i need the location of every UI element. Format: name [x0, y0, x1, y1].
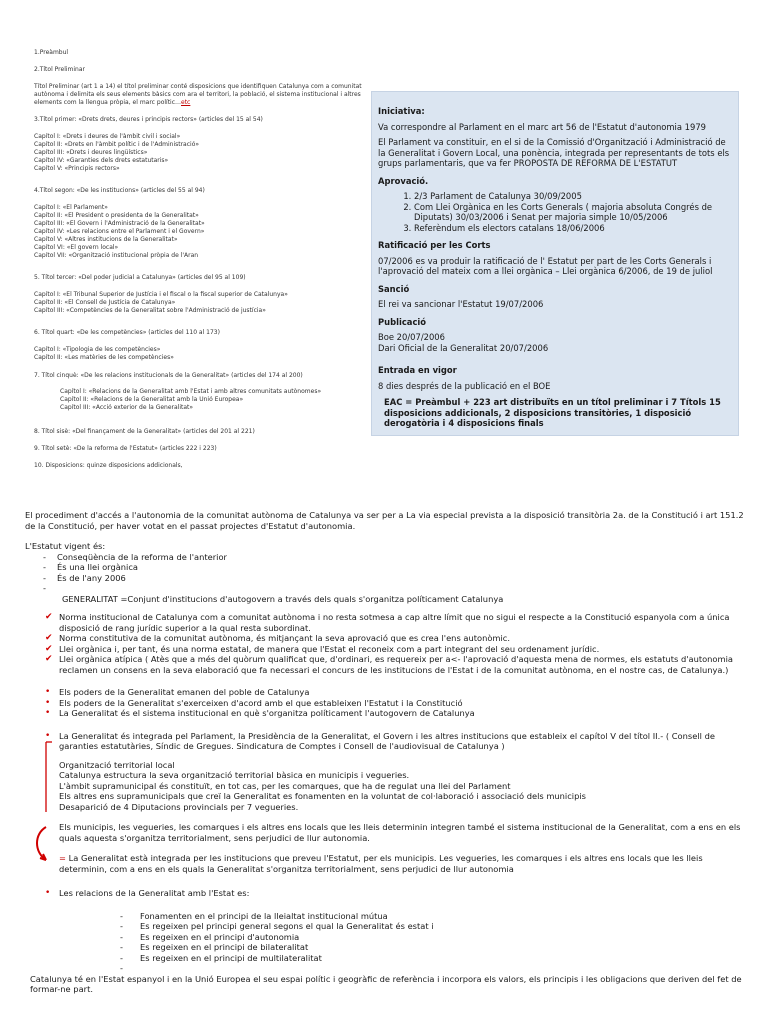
checkmark-icon: ✔: [45, 654, 53, 664]
check-list: [25, 612, 747, 675]
checkmark-icon: ✔: [45, 633, 53, 643]
list-item: - Es regeixen en el principi de multilateralitat: [120, 952, 322, 963]
section-heading: Ratificació per les Corts: [378, 240, 491, 250]
relacions-item: [25, 888, 747, 899]
outline-item: Capítol VI: «El govern local»: [34, 244, 119, 251]
outline-item: Títol Preliminar (art 1 a 14) el títol preliminar conté disposicions que identifiquen Catalunya com a comunitat: [34, 83, 362, 90]
integrada-text: La Generalitat és integrada pel Parlament, la Presidència de la Generalitat, el Govern i les altres institucions que estableix el capítol V del títol II.- ( Consell de garanties estatutàries, Síndic de Gregues. Sindicatura de Comptes i Consell de l'audiovisual de Catalunya ): [59, 730, 715, 751]
outline-item: Capítol III: «El Govern i l'Administració de la Generalitat»: [34, 220, 205, 227]
list-item: - Es regeixen en el principi de bilateralitat: [120, 942, 309, 952]
bullet-icon: •: [45, 708, 51, 718]
paragraph: Va correspondre al Parlament en el marc art 56 de l'Estatut d'autonomia 1979: [378, 121, 706, 132]
bullet-icon: •: [45, 730, 51, 741]
bullet-icon: •: [45, 697, 51, 708]
text-line: Els altres ens supramunicipals que creï la Generalitat es fonamenten en la voluntat de col·laboració i associació dels municipis: [59, 791, 587, 801]
list-item: - Fonamenten en el principi de la lleialtat institucional mútua: [120, 910, 388, 921]
check-item: ✔ Llei orgànica i, per tant, és una norma estatal, de manera que l'Estat el reconeix com a part integrant del seu ordenament jurídic.: [45, 643, 600, 654]
section-heading: Iniciativa:: [378, 106, 425, 116]
outline-item: 7. Títol cinquè: «De les relacions institucionals de la Generalitat» (articles del 174 al 200): [34, 372, 303, 379]
outline-item: Capítol III: «Drets i deures lingüístics»: [34, 149, 148, 156]
integrada-item: [25, 731, 747, 752]
relacions-heading: Les relacions de la Generalitat amb l'Estat es:: [59, 888, 250, 898]
eac-summary: EAC = Preàmbul + 223 art distribuïts en un títol preliminar i 7 Títols 15 disposicions addicionals, 2 disposicions transitòries, 1 disposició derogatòria i 4 disposicions finals: [384, 397, 721, 428]
checkmark-icon: ✔: [45, 612, 53, 622]
text-line: Catalunya estructura la seva organització territorial bàsica en municipis i vegueries.: [59, 770, 410, 780]
paragraph: Boe 20/07/2006: [378, 332, 445, 342]
curved-arrow-icon: [32, 824, 56, 866]
organitzacio-block: [25, 760, 747, 813]
main-body: [25, 510, 747, 995]
outline-item: Capítol VII: «Organització institucional pròpia de l'Aran: [34, 252, 199, 259]
outline-item: Capítol V: «Principis rectors»: [34, 165, 120, 172]
bracket-annotation-icon: [40, 740, 62, 820]
section-heading: Entrada en vigor: [378, 365, 457, 375]
outline-item: Capítol I: «Drets i deures de l'àmbit civil i social»: [34, 133, 181, 140]
outline-item: Capítol I: «Tipologia de les competències»: [34, 346, 161, 353]
bullet-item: • Els poders de la Generalitat s'exerceixen d'acord amb el que estableixen l'Estatut i la Constitució: [45, 697, 463, 708]
list-item: - Es regeixen pel principi general segons el qual la Generalitat és estat i: [120, 921, 434, 931]
text-line: L'àmbit supramunicipal és constituït, en tot cas, per les comarques, que ha de regulat una llei del Parlament: [59, 780, 511, 791]
check-item: ✔ Llei orgànica atípica ( Atès que a més del quòrum qualificat que, d'ordinari, es requereix per a<- l'aprovació d'aquesta mena de normes, els estatuts d'autonomia reclamen un consens en la seva elaboració que fa necessari el concurs de les institucions de l'Estat i de la comunitat autònoma, en el nostre cas, de Catalunya.): [45, 654, 733, 675]
structure-outline: [34, 49, 364, 470]
text-line: Desaparició de 4 Diputacions provincials per 7 vegueries.: [59, 801, 299, 812]
list-item: -: [43, 583, 46, 593]
list-item: 2. Com Llei Orgànica en les Corts Generals ( majoria absoluta Congrés de Diputats) 30/03/2006 i Senat per majoria simple 10/05/2006: [414, 202, 732, 223]
list-item: - És de l'any 2006: [43, 572, 126, 583]
outline-item: 2.Títol Preliminar: [34, 66, 85, 73]
outline-item: 4.Títol segon: «De les institucions» (articles del 55 al 94): [34, 187, 205, 194]
outline-item: Capítol III: «Competències de la Generalitat sobre l'Administració de justícia»: [34, 307, 266, 314]
outline-link-etc[interactable]: etc: [181, 99, 191, 106]
paragraph: 07/2006 es va produir la ratificació de l' Estatut per part de les Corts Generals i l'aprovació del mateix com a llei orgànica – Llei orgànica 6/2006, de 19 de juliol: [378, 255, 713, 276]
outline-item: Capítol I: «El Parlament»: [34, 204, 108, 211]
approval-list: [378, 191, 732, 233]
outline-item: 6. Títol quart: «De les competències» (articles del 110 al 173): [34, 329, 220, 336]
section-heading: Sanció: [378, 283, 410, 294]
list-item: 1. 2/3 Parlament de Catalunya 30/09/2005: [414, 191, 732, 202]
vigent-heading: L'Estatut vigent és:: [25, 541, 106, 551]
final-paragraph: Catalunya té en l'Estat espanyol i en la Unió Europea el seu espai polític i geogràfic de referència i incorpora els valors, els principis i les obligacions que deriven del fet de formar-ne part.: [30, 973, 742, 994]
outline-item: 10. Disposicions: quinze disposicions addicionals,: [34, 462, 183, 469]
outline-item: Capítol IV: «Les relacions entre el Parlament i el Govern»: [34, 228, 205, 235]
list-item: - Conseqüència de la reforma de l'anterior: [43, 551, 227, 562]
outline-item: autònoma i delimita els seus elements bàsics com ara el territori, la població, el sistema institucional i altres: [34, 91, 361, 98]
relacions-list: [25, 911, 747, 974]
section-heading: Aprovació.: [378, 175, 429, 186]
outline-item: [34, 99, 364, 107]
equals-paragraph: = La Generalitat està integrada per les institucions que preveu l'Estatut, per els municipis. Les vegueries, les comarques i els altres ens locals que les lleis determinin, com a ens en els quals la Generalitat s'organitza territorialment, sens perjudici de llur autonomia: [59, 853, 703, 874]
paragraph: 8 dies després de la publicació en el BOE: [378, 380, 551, 391]
list-item: -: [120, 963, 123, 973]
equals-mark: =: [59, 853, 66, 863]
bullet-list: [25, 687, 747, 719]
outline-item: Capítol I: «Relacions de la Generalitat amb l'Estat i amb altres comunitats autònomes»: [60, 388, 322, 395]
outline-item: Capítol II: «El President o presidenta de la Generalitat»: [34, 212, 199, 219]
paragraph: Dari Oficial de la Generalitat 20/07/2006: [378, 342, 549, 353]
outline-item: elements com la llengua pròpia, el marc polític…: [34, 99, 182, 106]
process-info-panel: [371, 91, 739, 436]
outline-item: 1.Preàmbul: [34, 49, 69, 56]
outline-item: 5. Títol tercer: «Del poder judicial a Catalunya» (articles del 95 al 109): [34, 274, 246, 281]
list-item: 3. Referèndum els electors catalans 18/06/2006: [414, 223, 732, 234]
outline-item: 9. Títol setè: «De la reforma de l'Estatut» (articles 222 i 223): [34, 445, 217, 452]
outline-item: Capítol II: «El Consell de Justícia de Catalunya»: [34, 299, 176, 306]
organitzacio-heading: Organització territorial local: [59, 759, 175, 770]
outline-item: Capítol II: «Relacions de la Generalitat amb la Unió Europea»: [60, 396, 244, 403]
section-heading: Publicació: [378, 316, 427, 327]
outline-item: Capítol II: «Les matèries de les competències»: [34, 354, 174, 361]
list-item: - Es regeixen en el principi d'autonomia: [120, 931, 300, 942]
bullet-icon: •: [45, 687, 51, 697]
check-item: ✔ Norma constitutiva de la comunitat autònoma, és mitjançant la seva aprovació que es crea l'ens autonòmic.: [45, 633, 510, 643]
vigent-list: [25, 552, 747, 594]
bullet-item: • La Generalitat és el sistema institucional en què s'organitza políticament l'autogovern de Catalunya: [45, 708, 475, 718]
list-item: - És una llei orgànica: [43, 562, 138, 572]
outline-item: Capítol I: «El Tribunal Superior de Justícia i el fiscal o la fiscal superior de Catalunya»: [34, 291, 288, 298]
outline-item: Capítol IV: «Garanties dels drets estatutaris»: [34, 157, 169, 164]
outline-item: Capítol II: «Drets en l'àmbit polític i de l'Administració»: [34, 141, 200, 148]
check-item: ✔ Norma institucional de Catalunya com a comunitat autònoma i no resta sotmesa a cap altre límit que no sigui el respecte a la Constitució espanyola com a única disposició de rang jurídic superior a la qual resta subordinat.: [45, 612, 730, 633]
generalitat-definition: GENERALITAT =Conjunt d'institucions d'autogovern a través dels quals s'organitza políticament Catalunya: [62, 593, 504, 604]
bullet-icon: •: [45, 888, 51, 898]
checkmark-icon: ✔: [45, 643, 53, 654]
outline-item: 8. Títol sisè: «Del finançament de la Generalitat» (articles del 201 al 221): [34, 428, 255, 435]
outline-item: 3.Títol primer: «Drets drets, deures i principis rectors» (articles del 15 al 54): [34, 116, 263, 123]
outline-item: Capítol III: «Acció exterior de la Generalitat»: [60, 404, 194, 411]
municipis-paragraph: Els municipis, les vegueries, les comarques i els altres ens locals que les lleis determinin integren també el sistema institucional de la Generalitat, com a ens en els quals aquesta s'organitza territorialment, sens perjudici de llur autonomia.: [59, 822, 741, 843]
paragraph: El rei va sancionar l'Estatut 19/07/2006: [378, 299, 544, 309]
outline-item: Capítol V: «Altres institucions de la Generalitat»: [34, 236, 178, 243]
intro-paragraph: El procediment d'accés a l'autonomia de la comunitat autònoma de Catalunya va ser per a La via especial prevista a la disposició transitòria 2a. de la Constitució i art 151.2 de la Constitució, per haver votat en el passat projectes d'Estatut d'autonomia.: [25, 510, 744, 531]
bullet-item: • Els poders de la Generalitat emanen del poble de Catalunya: [45, 687, 310, 697]
paragraph: El Parlament va constituir, en el si de la Comissió d'Organització i Administració de la Generalitat i Govern Local, una ponència, integrada per representants de tots els grups parlamentaris, que va fer PROPOSTA DE REFORMA DE L'ESTATUT: [378, 137, 730, 168]
